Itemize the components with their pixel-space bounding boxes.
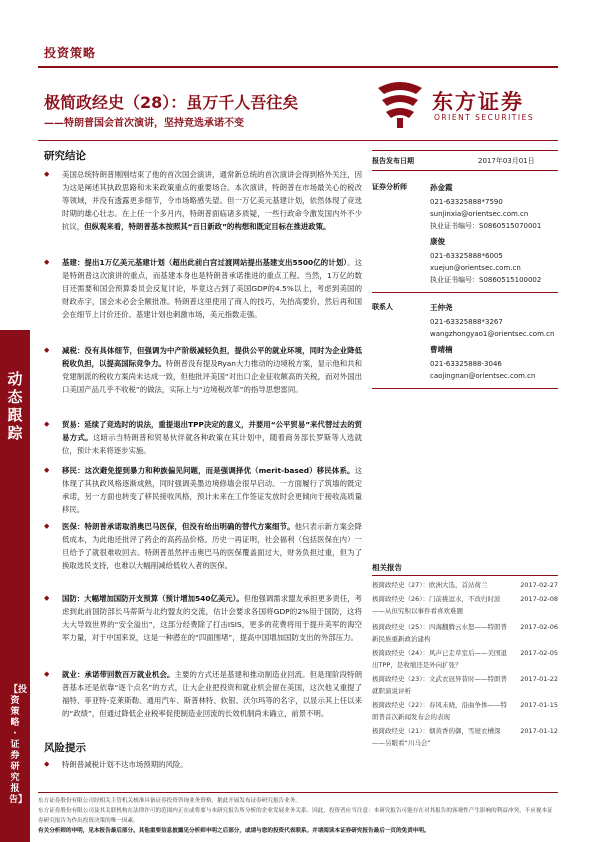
header-rule: [38, 66, 558, 68]
bullet-icon: ◆: [44, 346, 50, 354]
paragraph-lead: 减税：没有具体细节，但强调为中产阶级减轻负担，提供公平的就业环境，同时为企业降低税收负担，以提高国际竞争力。: [62, 346, 362, 369]
contact-name: 王仲尧: [430, 303, 453, 312]
paragraph-text: 但他强调需求盟友承担更多责任，考虑到此前国防部长马蒂斯与北约盟友的交流，估计会要求各国将GDP的2%用于国防，这将大大导致世界的“安全溢出”，这部分经费除了打击ISIS，更多的花费将用于提升美军的海空军力量，对于中国来说，这是一种潜在的“四面围堵”，提高中国增加国防支出的外部压力。: [62, 594, 362, 643]
sidebar-rule: [372, 150, 558, 151]
paragraph-text: 特朗普没有提及Ryan大力推动的边境税方案，显示他和共和党建制派的税收方案尚未达成一致，但他批评美国“对出口企业征收额高的关税，而对外国出口美国产品几乎不收税”的做法，实际上与“边境税改革”的指导思想雷同。: [62, 359, 362, 395]
contacts-label: 联系人: [372, 303, 393, 311]
sidebar-rule: [372, 292, 558, 293]
analyst-name: 康俊: [430, 237, 445, 246]
conclusion-paragraph: [44, 344, 362, 396]
conclusion-paragraph: [44, 256, 362, 321]
related-report-item[interactable]: [372, 594, 558, 617]
bullet-icon: ◆: [44, 594, 50, 602]
report-subtitle: ——特朗普国会首次演讲，坚持竞选承诺不变: [44, 118, 244, 129]
related-report-date: 2017-02-27: [520, 581, 558, 589]
contact-email: wangzhongyao1@orientsec.com.cn: [430, 330, 555, 338]
title-rule: [38, 140, 558, 141]
paragraph-lead: 就业：承诺带回数百万就业机会。: [62, 670, 175, 679]
related-report-title[interactable]: 极简政经史（22）：春风未晓，沿曲争体——特朗普首次新闻发布会的表现: [372, 701, 508, 721]
risk-text: 特朗普减税计划不达市场预期的风险。: [62, 760, 188, 769]
paragraph-lead: 贸易：延续了竞选时的说法，重提退出TPP决定的意义，并要用“公平贸易”来代替过去的贸易方式。: [62, 420, 362, 443]
conclusion-paragraph: [44, 418, 362, 457]
footer-disclaimer-2: 东方证券股份有限公司及其关联机构在法律许可的范围内正在或将要与本研究报告所分析的企业发展业务关系。因此，投资者应当注意：本研究报告可能存在对其报告的客观性产生影响的利益冲突，不应视本证券研究报告为作出投资决策的唯一因素。: [38, 808, 553, 824]
contact-name: 曹靖楠: [430, 345, 453, 354]
related-report-title[interactable]: 极简政经史（26）：门前挑逗水，不改归时波——从但究积以事件看喜欢难题: [372, 595, 501, 615]
related-report-title[interactable]: 极简政经史（24）：风声已走草室后——美国退出TPP，是收缩还是外向扩张？: [372, 649, 508, 669]
paragraph-text: 他只表示新方案会降低成本，为此他还批评了药企的高药品价格。历史一再证明，社会福利（包括医保在内）一旦给予了就很难收回去。特朗普虽然抨击奥巴马的医保覆盖面过大，财务负担过重，但为了换取选民支持，也难以大幅削减给低收入者的医保。: [62, 522, 362, 571]
conclusion-paragraph: [44, 168, 362, 233]
bullet-icon: ◆: [44, 420, 50, 428]
paragraph-text: 这体现了其执政风格逐渐成熟，同时强调美墨边境修墙会很早启动。一方面履行了筑墙的既定承诺，另一方面也转变了移民接收风格，预计未来在工作签证发放时会更倾向于接收高质量移民。: [62, 466, 362, 515]
sidebar-rule: [372, 575, 558, 576]
analysts-label: 证券分析师: [372, 183, 407, 191]
related-report-date: 2017-01-22: [520, 675, 558, 683]
analyst-email: sunjinxia@orientsec.com.cn: [430, 210, 529, 218]
contact-email: caojingnan@orientsec.com.cn: [430, 372, 536, 380]
paragraph-lead: 国防：大幅增加国防开支预算（预计增加540亿美元）。: [62, 594, 244, 603]
bullet-icon: ◆: [44, 258, 50, 266]
related-report-date: 2017-01-12: [520, 727, 558, 735]
paragraph-emphasis: 但纵观来看，特朗普基本按照其“百日新政”的构想和既定目标在推进政策。: [84, 222, 331, 232]
bullet-icon: ◆: [44, 670, 50, 678]
logo-name: 东方证券: [432, 90, 524, 114]
related-report-item[interactable]: [372, 622, 558, 645]
logo-english-name: ORIENT SECURITIES: [434, 113, 535, 122]
paragraph-text: 。这是特朗普这次演讲的重点，而基建本身也是特朗普承诺推进的重点工程。当然，1万亿的数目还需要和国会预算委员会反复讨论，毕竟这占到了美国GDP的4.5%以上，考虑到美国的财政赤字，国会未必会全额批准。特朗普这里使用了商人的技巧，先抬高要价，然后再和国会在细节上讨价还价。基建计划也刺激市场，美元指数走强。: [62, 258, 362, 320]
related-report-item[interactable]: [372, 674, 558, 697]
report-date-value: 2017年03月01日: [478, 157, 535, 165]
related-report-item[interactable]: [372, 580, 558, 592]
bullet-icon: ◆: [44, 170, 50, 178]
report-date-label: 报告发布日期: [372, 157, 414, 165]
related-reports-heading: 相关报告: [372, 563, 402, 572]
paragraph-lead: 移民：这次避免提到暴力和种族偏见问题，而是强调择优（merit-based）移民体系。: [62, 466, 355, 475]
sidebar-rule: [372, 388, 558, 389]
bullet-icon: ◆: [44, 522, 50, 530]
related-report-date: 2017-02-05: [520, 649, 558, 657]
related-report-date: 2017-02-06: [520, 623, 558, 631]
report-category: 投资策略: [44, 46, 97, 60]
related-report-title[interactable]: 极简政经史（23）：文武衣冠异昔时——特朗普就职演说评析: [372, 675, 508, 695]
conclusion-paragraph: [44, 592, 362, 644]
bullet-icon: ◆: [44, 760, 50, 768]
conclusion-paragraph: [44, 520, 362, 572]
company-logo: [372, 80, 558, 132]
related-report-item[interactable]: [372, 648, 558, 671]
side-band: [0, 330, 30, 842]
paragraph-text: 主要的方式还是基建和推动制造业回流。但是现阶段特朗普基本还是依靠“逐个点名”的方式，让大企业把投资和就业机会留在美国，这次他又重提了福特、菲亚特-克莱斯勒、通用汽车、斯普林特、软银、沃尔玛等的名字，以显示其上任以来的“政绩”，但通过降低企业税率促使制造业回流的长效机制尚未确立，前景不明。: [62, 670, 362, 719]
footer-rule: [38, 792, 558, 793]
analyst-phone: 021-63325888*7590: [430, 198, 503, 206]
footer-disclaimer-1: 东方证券股份有限公司经相关主管机关核准具备证券投资咨询业务资格，据此开展发布证券研究报告业务。: [38, 798, 301, 804]
section-heading-risk: 风险提示: [44, 742, 86, 754]
related-report-item[interactable]: [372, 726, 558, 749]
sidebar-rule: [372, 170, 558, 171]
contact-phone: 021-63325888*3267: [430, 318, 503, 326]
analyst-phone: 021-63325888*6005: [430, 252, 503, 260]
related-report-title[interactable]: 极简政经史（21）：烟黄香的御，雪屋衣槽深——另眼看“川马会”: [372, 727, 501, 747]
paragraph-text: 这暗示当特朗普和贸易伙伴就各种政策在其计划中，随着商务部长罗斯等人选就位，预计未来将逐步实施。: [62, 433, 362, 456]
bullet-icon: ◆: [44, 466, 50, 474]
risk-paragraph: [44, 758, 362, 771]
side-band-sublabel: 【投资策略·证券研究报告】: [9, 685, 28, 805]
analyst-name: 孙金霞: [430, 183, 453, 192]
paragraph-lead: 基建：提出1万亿美元基建计划（超出此前白宫过渡网站提出基建支出5500亿的计划）: [62, 258, 348, 267]
analyst-license: 执业证书编号：S0860515070001: [430, 222, 542, 230]
contact-phone: 021-63325888-3046: [430, 360, 502, 368]
conclusion-paragraph: [44, 464, 362, 516]
report-title: 极简政经史（28）：虽万千人吾往矣: [44, 93, 299, 112]
analyst-license: 执业证书编号：S0860515100002: [430, 276, 542, 284]
related-report-title[interactable]: 极简政经史（27）：欧洲大选，首站荷兰: [372, 581, 488, 589]
conclusion-paragraph: [44, 668, 362, 720]
related-report-title[interactable]: 极简政经史（25）：四海翻腾云水怒——特朗普新民族重新政治建构: [372, 623, 508, 643]
related-report-item[interactable]: [372, 700, 558, 723]
paragraph-lead: 医保：特朗普承诺取消奥巴马医保，但没有给出明确的替代方案细节。: [62, 522, 295, 531]
section-heading-conclusion: 研究结论: [44, 150, 86, 162]
related-report-date: 2017-01-15: [520, 701, 558, 709]
analyst-email: xuejun@orientsec.com.cn: [430, 264, 521, 272]
logo-mark-icon: [372, 80, 428, 130]
footer-disclaimer-3: 有关分析师的申明，见本报告最后部分。其他重要信息披露见分析师申明之后部分，或请与您的投资代表联系。并请阅读本证券研究报告最后一页的免责申明。: [38, 828, 430, 834]
related-report-date: 2017-02-08: [520, 595, 558, 603]
side-band-label: 动态跟踪: [7, 370, 23, 442]
paragraph-text: 美国总统特朗普刚刚结束了他的首次国会演讲，通常新总统的首次演讲会得到格外关注，因为这是阐述其执政思路和未来政策重点的重要场合。本次演讲，特朗普在市场最关心的税改等领域，并没有透露更多细节，令市场略感失望。但一万亿美元基建计划，依然体现了竞选时期的雄心壮志。在上任一个多月内，特朗普面临诸多质疑，一些行政命令激发国内外不少抗议，: [62, 170, 362, 232]
